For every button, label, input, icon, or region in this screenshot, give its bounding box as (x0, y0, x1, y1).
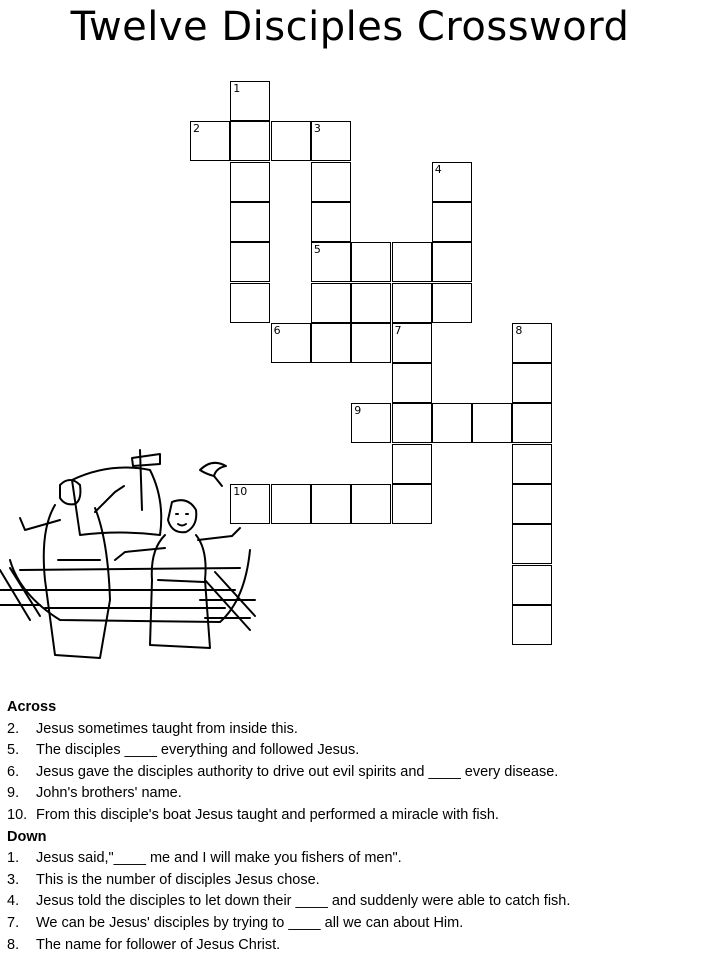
across-clue (7, 783, 712, 805)
down-heading: Down (7, 828, 47, 845)
crossword-cell[interactable] (230, 81, 270, 121)
crossword-cell[interactable] (311, 323, 351, 363)
crossword-cell[interactable] (230, 242, 270, 282)
clue-number: 2. (7, 720, 20, 737)
clue-number: 4. (7, 893, 20, 910)
across-clue (7, 762, 712, 784)
crossword-cell[interactable] (512, 565, 552, 605)
clue-number-label: 4 (434, 162, 442, 176)
clue-number-label: 6 (273, 323, 281, 337)
clue-text: The name for follower of Jesus Christ. (36, 936, 281, 953)
down-clue (7, 935, 712, 957)
crossword-cell[interactable] (432, 403, 472, 443)
crossword-cell[interactable] (271, 323, 311, 363)
clue-number: 9. (7, 785, 20, 802)
crossword-cell[interactable] (311, 283, 351, 323)
clue-text: Jesus gave the disciples authority to drive out evil spirits and ____ every disease. (36, 763, 559, 780)
crossword-cell[interactable] (230, 162, 270, 202)
clue-text: We can be Jesus' disciples by trying to ____ all we can about Him. (36, 914, 464, 931)
crossword-cell[interactable] (472, 403, 512, 443)
crossword-cell[interactable] (311, 162, 351, 202)
clue-number-label: 3 (313, 122, 321, 136)
jesus-and-disciples-in-boat-illustration (0, 440, 260, 670)
crossword-cell[interactable] (230, 283, 270, 323)
across-clue (7, 805, 712, 827)
crossword-cell[interactable] (512, 524, 552, 564)
clue-number: 10. (7, 806, 28, 823)
down-clue (7, 913, 712, 935)
clue-number: 1. (7, 850, 20, 867)
crossword-cell[interactable] (351, 484, 391, 524)
clue-number-label: 2 (193, 122, 200, 136)
across-clue (7, 719, 712, 741)
clue-number-label: 1 (233, 82, 241, 95)
clue-number-label: 9 (354, 404, 362, 418)
crossword-cell[interactable] (271, 121, 311, 161)
crossword-cell[interactable] (311, 121, 351, 161)
down-clue (7, 891, 712, 913)
clue-text: The disciples ____ everything and followed Jesus. (36, 742, 360, 759)
crossword-cell[interactable] (392, 484, 432, 524)
crossword-cell[interactable] (432, 242, 472, 282)
clue-number-label: 10 (233, 485, 248, 498)
crossword-cell[interactable] (392, 283, 432, 323)
crossword-cell[interactable] (230, 121, 270, 161)
clue-number: 8. (7, 936, 20, 953)
crossword-cell[interactable] (392, 444, 432, 484)
crossword-cell[interactable] (432, 202, 472, 242)
crossword-cell[interactable] (271, 484, 311, 524)
crossword-cell[interactable] (512, 363, 552, 403)
clue-number-label: 5 (313, 243, 321, 257)
crossword-cell[interactable] (351, 242, 391, 282)
crossword-cell[interactable] (311, 202, 351, 242)
clue-number: 6. (7, 763, 20, 780)
clue-text: From this disciple's boat Jesus taught and performed a miracle with fish. (36, 806, 499, 823)
clue-text: Jesus said,"____ me and I will make you fishers of men". (36, 850, 402, 867)
clue-number-label: 8 (515, 323, 523, 337)
crossword-cell[interactable] (392, 403, 432, 443)
crossword-cell[interactable] (311, 242, 351, 282)
clue-text: This is the number of disciples Jesus chose. (36, 871, 320, 888)
crossword-cell[interactable] (351, 283, 391, 323)
crossword-cell[interactable] (230, 202, 270, 242)
clue-number: 7. (7, 914, 20, 931)
clue-list (7, 697, 712, 956)
crossword-cell[interactable] (512, 323, 552, 363)
crossword-cell[interactable] (351, 403, 391, 443)
crossword-cell[interactable] (190, 121, 230, 161)
crossword-cell[interactable] (392, 323, 432, 363)
clue-text: Jesus sometimes taught from inside this. (36, 720, 298, 737)
crossword-cell[interactable] (311, 484, 351, 524)
across-clue (7, 740, 712, 762)
crossword-cell[interactable] (392, 363, 432, 403)
clue-text: Jesus told the disciples to let down their ____ and suddenly were able to catch fish. (36, 893, 571, 910)
page-title: Twelve Disciples Crossword (70, 4, 630, 50)
across-heading: Across (7, 699, 57, 715)
clue-number: 5. (7, 742, 20, 759)
crossword-cell[interactable] (512, 484, 552, 524)
crossword-cell[interactable] (512, 605, 552, 645)
down-clue (7, 848, 712, 870)
clue-number-label: 7 (394, 323, 402, 337)
crossword-cell[interactable] (351, 323, 391, 363)
crossword-cell[interactable] (512, 403, 552, 443)
clue-text: John's brothers' name. (36, 785, 182, 802)
crossword-cell[interactable] (432, 283, 472, 323)
crossword-cell[interactable] (432, 162, 472, 202)
crossword-cell[interactable] (392, 242, 432, 282)
down-clue (7, 870, 712, 892)
crossword-cell[interactable] (512, 444, 552, 484)
clue-number: 3. (7, 871, 20, 888)
